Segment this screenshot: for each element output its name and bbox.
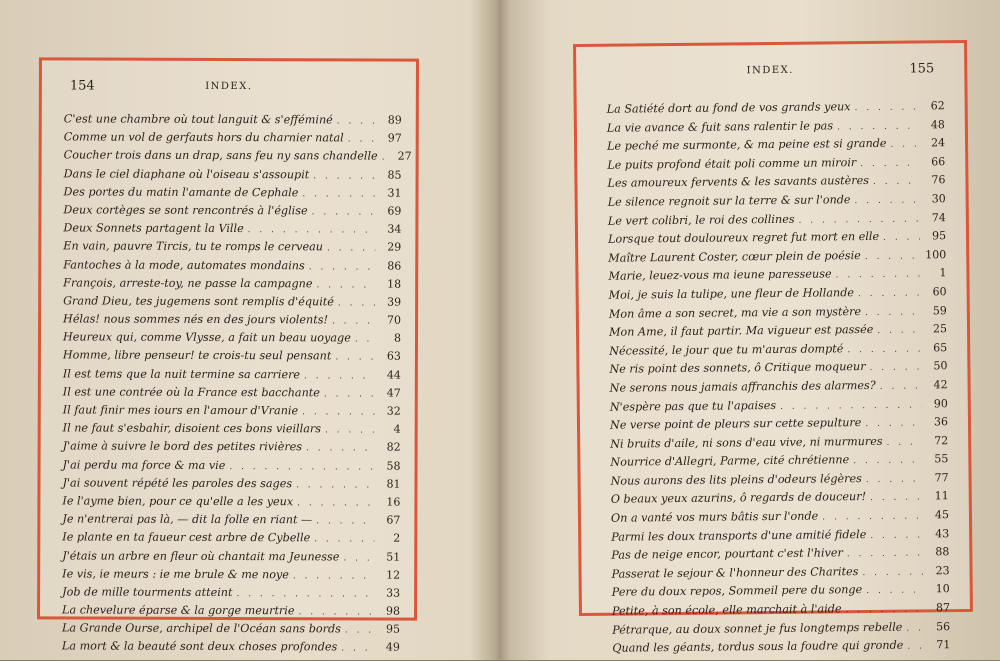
- index-entry-first-line: J'ai perdu ma force & ma vie: [62, 457, 226, 472]
- left-page-red-frame: [37, 57, 419, 655]
- index-entry-page-number: 8: [393, 331, 402, 345]
- index-entry-page-number: 59: [932, 303, 947, 317]
- dot-leader: [854, 288, 921, 299]
- index-entry-page-number: 55: [934, 452, 949, 466]
- index-entry-page-number: 51: [386, 550, 401, 564]
- index-entry: [62, 585, 400, 604]
- index-entry-first-line: C'est une chambre où tout languit & s'efféminé: [63, 112, 333, 127]
- index-entry-first-line: Ie vis, ie meurs : ie me brule & me noye: [62, 567, 289, 581]
- index-entry-page-number: 71: [936, 638, 951, 652]
- index-entry-first-line: Moi, je suis la tulipe, une fleur de Hollande: [608, 286, 855, 302]
- index-entry-first-line: Le puits profond était poli comme un miroir: [607, 155, 857, 172]
- index-entry: [62, 640, 400, 659]
- index-entry-page-number: 45: [934, 508, 950, 522]
- dot-leader: [873, 326, 921, 336]
- right-page-title: INDEX.: [746, 64, 795, 77]
- index-entry-first-line: J'ai souvent répété les paroles des sages: [62, 476, 293, 490]
- index-entry-first-line: Ni bruits d'aile, ni sons d'eau vive, ni murmures: [610, 434, 883, 451]
- dot-leader: [776, 400, 922, 412]
- index-entry-first-line: Nous aurons des lits pleins d'odeurs légères: [610, 471, 862, 488]
- index-entry-page-number: 56: [936, 619, 951, 633]
- index-entry-page-number: 36: [933, 415, 949, 429]
- index-entry-page-number: 67: [386, 513, 401, 527]
- index-entry-page-number: 66: [931, 154, 946, 169]
- index-entry: [64, 131, 402, 150]
- dot-leader: [902, 623, 924, 633]
- index-entry-first-line: Deux cortèges se sont rencontrés à l'église: [63, 203, 308, 218]
- dot-leader: [794, 214, 919, 225]
- dot-leader: [293, 498, 374, 508]
- index-entry-page-number: 63: [386, 349, 401, 364]
- index-entry-first-line: La Grande Ourse, archipel de l'Océan sans bords: [61, 621, 341, 636]
- index-entry-first-line: Dans le ciel diaphane où l'oiseau s'assoupit: [63, 166, 310, 181]
- index-entry: [63, 148, 412, 168]
- index-entry-first-line: Le peché me surmonte, & ma peine est si grande: [607, 136, 887, 153]
- index-entry-page-number: 88: [935, 545, 950, 559]
- dot-leader: [903, 642, 924, 652]
- dot-leader: [886, 140, 919, 150]
- index-entry-first-line: La chevelure éparse & la gorge meurtrie: [62, 603, 295, 618]
- index-entry-first-line: J'étais un arbre en fleur où chantait ma Jeunesse: [62, 548, 340, 563]
- index-entry-page-number: 47: [386, 386, 401, 400]
- index-entry-page-number: 95: [385, 622, 401, 636]
- index-entry-first-line: Maître Laurent Coster, cœur plein de poésie: [608, 248, 861, 265]
- dot-leader: [244, 225, 376, 235]
- index-entry-page-number: 33: [386, 586, 401, 600]
- dot-leader: [351, 335, 375, 345]
- dot-leader: [843, 344, 921, 355]
- index-entry-page-number: 65: [933, 340, 948, 355]
- index-entry-first-line: La mort & la beauté sont deux choses profondes: [61, 639, 338, 654]
- index-entry: [63, 203, 401, 222]
- dot-leader: [308, 207, 376, 217]
- dot-leader: [337, 644, 374, 654]
- index-entry-first-line: Mon âme a son secret, ma vie a son mystère: [608, 304, 862, 321]
- dot-leader: [850, 195, 919, 206]
- dot-leader: [289, 571, 374, 581]
- index-entry-page-number: 11: [934, 489, 949, 503]
- dot-leader: [818, 512, 923, 523]
- dot-leader: [328, 316, 375, 326]
- index-entry-page-number: 43: [935, 526, 950, 540]
- dot-leader: [312, 280, 375, 290]
- dot-leader: [883, 437, 923, 447]
- right-page-red-frame: [573, 40, 973, 655]
- index-entry-first-line: Nourrice d'Allegri, Parme, cité chrétienne: [610, 453, 850, 469]
- index-entry-page-number: 76: [931, 173, 946, 187]
- index-entry-first-line: Heureux qui, comme Vlysse, a fait un beau uoyage: [62, 330, 351, 345]
- index-entry-page-number: 12: [386, 568, 401, 582]
- dot-leader: [333, 116, 376, 126]
- dot-leader: [309, 171, 375, 181]
- dot-leader: [858, 567, 923, 578]
- index-entry-first-line: Ie l'ayme bien, pour ce qu'elle a les yeux: [62, 494, 294, 509]
- index-entry-page-number: 100: [925, 247, 947, 262]
- index-entry-first-line: Marie, leuez-vous ma ieune paresseuse: [608, 267, 832, 284]
- index-entry-first-line: O beaux yeux azurins, ô regards de douceur!: [610, 490, 867, 507]
- index-entry: [63, 222, 401, 241]
- dot-leader: [856, 158, 919, 169]
- index-entry-page-number: 23: [935, 564, 950, 578]
- index-entry-first-line: Ie plante en ta faueur cest arbre de Cybelle: [62, 530, 311, 545]
- dot-leader: [879, 233, 920, 243]
- index-entry-page-number: 87: [935, 601, 951, 615]
- index-entry-first-line: Il est tems que la nuit termine sa carriere: [62, 367, 301, 381]
- dot-leader: [869, 177, 920, 188]
- index-entry-page-number: 85: [387, 168, 402, 182]
- index-entry-page-number: 81: [386, 477, 401, 491]
- index-entry: [62, 531, 400, 550]
- index-entry: [612, 638, 950, 660]
- index-entry-first-line: Mon Ame, il faut partir. Ma vigueur est passée: [608, 323, 874, 339]
- index-entry-first-line: Grand Dieu, tes jugemens sont remplis d'équité: [63, 294, 334, 309]
- left-page-title: INDEX.: [205, 80, 253, 93]
- dot-leader: [320, 389, 375, 399]
- index-entry-page-number: 16: [386, 495, 401, 509]
- dot-leader: [312, 516, 374, 526]
- index-entry-first-line: Ne serons nous jamais affranchis des alarmes?: [609, 378, 876, 395]
- index-entry-page-number: 34: [387, 222, 402, 236]
- dot-leader: [298, 407, 375, 417]
- index-entry-page-number: 1: [939, 266, 947, 280]
- index-entry-page-number: 48: [930, 117, 945, 131]
- dot-leader: [344, 135, 376, 145]
- dot-leader: [833, 121, 919, 132]
- index-entry-page-number: 69: [387, 204, 402, 218]
- dot-leader: [331, 353, 375, 363]
- index-entry: [62, 567, 400, 586]
- index-entry-first-line: Ne ris point des sonnets, ô Critique moqueur: [609, 360, 866, 377]
- dot-leader: [294, 607, 374, 617]
- index-entry: [63, 349, 401, 368]
- index-entry-first-line: Quand les géants, tordus sous la foudre qui gronde: [612, 638, 904, 655]
- dot-leader: [298, 189, 375, 199]
- index-entry-first-line: La vie avance & fuit sans ralentir le pas: [606, 118, 834, 135]
- index-entry-page-number: 10: [935, 582, 950, 596]
- index-entry-first-line: Homme, libre penseur! te crois-tu seul pensant: [62, 348, 332, 363]
- index-entry-page-number: 27: [397, 149, 412, 164]
- index-entry-first-line: Des portes du matin l'amante de Cephale: [63, 185, 299, 199]
- dot-leader: [310, 535, 374, 545]
- index-entry-page-number: 39: [387, 295, 402, 309]
- dot-leader: [843, 549, 924, 560]
- index-entry-first-line: Lorsque tout douloureux regret fut mort en elle: [607, 230, 880, 246]
- right-page-header: [576, 61, 964, 85]
- index-entry: [63, 403, 401, 422]
- index-entry-first-line: N'espère pas que tu l'apaises: [609, 398, 777, 414]
- dot-leader: [225, 462, 374, 473]
- index-entry: [63, 440, 401, 459]
- dot-leader: [334, 298, 375, 308]
- left-page-header: [42, 78, 416, 99]
- index-entry-first-line: Pas de neige encor, pourtant c'est l'hiver: [611, 546, 843, 562]
- index-entry-first-line: Pétrarque, au doux sonnet je fus longtemps rebelle: [612, 620, 903, 637]
- dot-leader: [292, 480, 374, 490]
- index-entry: [62, 494, 400, 513]
- dot-leader: [321, 426, 375, 436]
- index-entry-first-line: Il ne faut s'esbahir, disoient ces bons vieillars: [62, 421, 322, 436]
- dot-leader: [232, 589, 374, 599]
- index-entry: [63, 294, 401, 313]
- index-entry: [62, 476, 400, 495]
- dot-leader: [300, 371, 375, 381]
- index-entry-first-line: Parmi les doux transports d'une amitié fidele: [611, 527, 867, 544]
- index-entry: [62, 513, 400, 532]
- left-index-list: [61, 112, 412, 659]
- index-entry-page-number: 2: [393, 531, 401, 545]
- index-entry-first-line: Le silence regnoit sur la terre & sur l'onde: [607, 193, 851, 209]
- index-entry-first-line: La Satiété dort au fond de vos grands yeux: [606, 100, 851, 116]
- dot-leader: [842, 604, 924, 615]
- index-entry-first-line: Comme un vol de gerfauts hors du charnier natal: [63, 130, 344, 145]
- index-entry-page-number: 29: [387, 240, 402, 254]
- index-entry-first-line: On a vanté vos murs bâtis sur l'onde: [610, 509, 819, 525]
- index-entry-first-line: Fantoches à la mode, automates mondains: [63, 257, 305, 272]
- index-entry: [63, 385, 401, 404]
- right-page-number: 155: [909, 61, 935, 77]
- index-entry-page-number: 25: [932, 322, 948, 336]
- dot-leader: [378, 153, 386, 163]
- dot-leader: [876, 381, 922, 391]
- index-entry-first-line: Coucher trois dans un drap, sans feu ny sans chandelle: [63, 148, 378, 163]
- index-entry-first-line: Petite, à son école, elle marchait à l'aide: [611, 602, 842, 618]
- index-entry-page-number: 70: [387, 313, 402, 327]
- dot-leader: [302, 444, 375, 454]
- index-entry: [62, 549, 400, 568]
- index-entry: [64, 112, 402, 131]
- index-entry-page-number: 18: [387, 277, 402, 291]
- dot-leader: [866, 493, 923, 504]
- index-entry: [63, 422, 401, 441]
- dot-leader: [861, 307, 921, 318]
- dot-leader: [849, 456, 922, 467]
- index-entry-page-number: 72: [934, 433, 949, 448]
- index-entry: [64, 167, 402, 186]
- dot-leader: [851, 102, 919, 113]
- dot-leader: [862, 586, 924, 597]
- index-entry-page-number: 24: [931, 136, 946, 150]
- index-entry-page-number: 82: [386, 440, 401, 454]
- dot-leader: [866, 530, 923, 541]
- index-entry-page-number: 31: [387, 186, 402, 200]
- index-entry: [63, 240, 401, 259]
- index-entry-page-number: 74: [931, 210, 946, 224]
- index-entry-page-number: 86: [387, 259, 402, 273]
- dot-leader: [339, 553, 374, 563]
- index-entry-page-number: 97: [387, 131, 402, 145]
- index-entry-page-number: 50: [933, 359, 948, 373]
- dot-leader: [861, 419, 922, 430]
- index-entry: [63, 331, 401, 350]
- dot-leader: [305, 262, 376, 272]
- index-entry-page-number: 62: [930, 99, 945, 113]
- index-entry: [62, 603, 400, 622]
- index-entry-page-number: 30: [931, 192, 946, 206]
- index-entry-first-line: Nécessité, le jour que tu m'auras dompté: [609, 341, 844, 358]
- index-entry-page-number: 32: [386, 404, 401, 418]
- index-entry-page-number: 90: [933, 396, 948, 410]
- index-entry: [63, 312, 401, 331]
- index-entry-first-line: Passerat le sejour & l'honneur des Charites: [611, 564, 859, 581]
- index-entry-first-line: Job de mille tourments atteint: [62, 585, 233, 599]
- index-entry: [63, 367, 401, 386]
- index-entry-first-line: Il faut finir mes iours en l'amour d'Vranie: [62, 403, 299, 418]
- index-entry-first-line: Je n'entrerai pas là, — dit la folle en riant —: [62, 512, 313, 527]
- index-entry-first-line: Les amoureux fervents & les savants austères: [607, 174, 870, 191]
- index-entry: [63, 258, 401, 277]
- index-entry-page-number: 58: [386, 459, 401, 473]
- index-entry: [63, 276, 401, 295]
- index-entry-page-number: 77: [934, 471, 949, 485]
- index-entry-first-line: Deux Sonnets partagent la Ville: [63, 221, 244, 236]
- index-entry-first-line: Le vert colibri, le roi des collines: [607, 212, 795, 228]
- dot-leader: [861, 251, 921, 262]
- index-entry-first-line: Hélas! nous sommes nés en des jours violents!: [63, 312, 328, 327]
- index-entry-page-number: 42: [933, 378, 948, 392]
- dot-leader: [323, 244, 375, 254]
- left-page-number: 154: [69, 78, 95, 94]
- dot-leader: [832, 270, 921, 281]
- right-index-list: [607, 99, 951, 660]
- index-entry-first-line: Ne verse point de pleurs sur cette sepulture: [609, 416, 862, 432]
- index-entry-page-number: 89: [387, 113, 402, 127]
- index-entry-first-line: J'aime à suivre le bord des petites rivières: [62, 439, 303, 454]
- dot-leader: [341, 626, 374, 636]
- index-entry-first-line: Il est une contrée où la France est bacchante: [62, 385, 320, 400]
- index-entry-page-number: 95: [931, 229, 947, 243]
- index-entry-first-line: En vain, pauvre Tircis, tu te romps le cerveau: [63, 239, 324, 254]
- index-entry-page-number: 98: [386, 604, 401, 618]
- index-entry: [63, 458, 401, 477]
- index-entry-first-line: Pere du doux repos, Sommeil pere du songe: [611, 583, 863, 600]
- dot-leader: [862, 474, 923, 485]
- dot-leader: [866, 363, 922, 374]
- index-entry-page-number: 4: [393, 422, 401, 436]
- index-entry-page-number: 44: [386, 368, 401, 382]
- index-entry: [62, 622, 400, 641]
- index-entry: [63, 185, 401, 204]
- index-entry-first-line: François, arreste-toy, ne passe la campagne: [63, 276, 313, 290]
- index-entry-page-number: 49: [385, 640, 400, 655]
- index-entry-page-number: 60: [932, 285, 947, 299]
